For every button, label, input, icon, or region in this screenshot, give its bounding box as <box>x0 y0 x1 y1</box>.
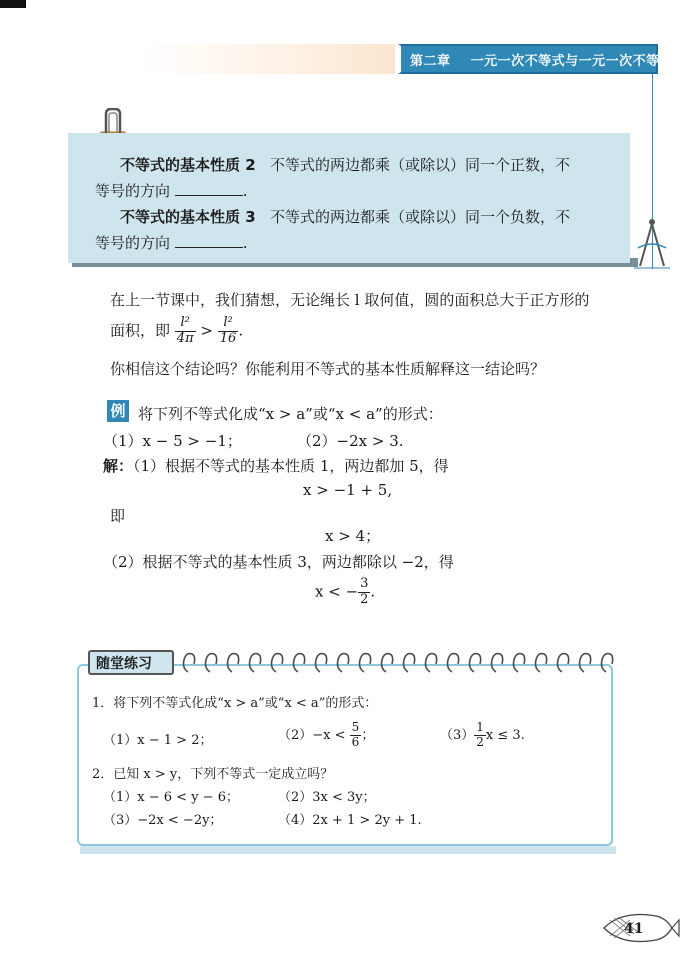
period: . <box>242 182 248 200</box>
fraction-denominator: 2 <box>360 591 369 607</box>
q1-c-suffix: x ≤ 3. <box>485 727 525 743</box>
intro-line-2 <box>110 316 243 347</box>
example-item-1: （1）x − 5 > −1； <box>103 432 242 450</box>
exercise-q2-a: （1）x − 6 < y − 6； <box>103 790 239 805</box>
fraction-denominator: 2 <box>476 734 484 749</box>
semicolon: ； <box>361 727 375 743</box>
page-number: 41 <box>624 921 644 937</box>
fraction-numerator: l² <box>175 316 196 332</box>
equation-1: x > −1 + 5, <box>303 481 393 499</box>
intro-line-3: 你相信这个结论吗？你能利用不等式的基本性质解释这一结论吗？ <box>110 360 546 378</box>
example-badge: 例 <box>107 400 129 422</box>
property-2-cont <box>95 180 248 201</box>
exercise-q2-d: （4）2x + 1 > 2y + 1. <box>278 813 422 828</box>
property-2-line <box>120 154 570 175</box>
exercise-q2: 2．已知 x > y，下列不等式一定成立吗？ <box>92 767 334 782</box>
solution-label: 解： <box>103 457 134 475</box>
intro-prefix: 面积，即 <box>110 321 171 340</box>
spiral-binding-icon <box>180 646 620 676</box>
example-item-2: （2）−2x > 3. <box>297 432 404 450</box>
property-3-label: 不等式的基本性质 3 <box>120 208 256 226</box>
fraction-denominator: 16 <box>219 330 237 346</box>
solution-line-1 <box>103 455 449 476</box>
exercise-q2-b: （2）3x < 3y； <box>278 790 376 805</box>
fraction <box>350 721 362 750</box>
property-2-cont-text: 等号的方向 <box>95 182 171 200</box>
chapter-header <box>410 50 687 69</box>
compass-icon <box>632 216 672 271</box>
exercise-q2-c: （3）−2x < −2y； <box>103 813 223 828</box>
solution-text: （1）根据不等式的基本性质 1，两边都加 5，得 <box>133 457 449 475</box>
fraction <box>175 316 196 347</box>
exercise-q1-a: （1）x − 1 > 2； <box>103 733 213 748</box>
period: . <box>242 234 248 252</box>
greater-than: > <box>200 321 213 340</box>
intro-line-1: 在上一节课中，我们猜想，无论绳长 l 取何值，圆的面积总大于正方形的 <box>110 291 590 309</box>
exercise-q1-b <box>278 721 374 750</box>
exercise-q1: 1．将下列不等式化成“x > a”或“x < a”的形式： <box>92 696 378 711</box>
corner-mark <box>0 0 26 8</box>
fraction-numerator: 5 <box>351 720 360 734</box>
exercise-q1-c <box>440 721 525 750</box>
exercise-title: 随堂练习 <box>96 656 152 672</box>
answer-blank[interactable] <box>175 181 243 196</box>
answer-blank[interactable] <box>175 233 243 248</box>
property-2-text: 不等式的两边都乘（或除以）同一个正数，不 <box>269 156 570 174</box>
property-3-cont-text: 等号的方向 <box>95 234 171 252</box>
fraction-numerator: 1 <box>476 720 484 734</box>
fraction-numerator: 3 <box>360 576 369 591</box>
equation-2: x > 4； <box>325 527 381 545</box>
equation-3-prefix: x < − <box>315 582 359 601</box>
fraction-denominator: 4π <box>176 330 194 346</box>
header-fade-bar <box>140 44 395 74</box>
fraction-denominator: 6 <box>351 734 360 749</box>
chapter-title: 一元一次不等式与一元一次不等式组 <box>470 54 687 69</box>
property-2-label: 不等式的基本性质 2 <box>120 156 256 174</box>
ji-word: 即 <box>110 507 126 525</box>
property-3-cont <box>95 232 248 253</box>
equation-3 <box>315 577 375 608</box>
fraction <box>358 577 370 608</box>
period: . <box>370 582 376 601</box>
exercise-box-shadow <box>80 846 616 854</box>
fraction-numerator: l² <box>218 316 239 332</box>
example-statement: 将下列不等式化成“x > a”或“x < a”的形式： <box>138 405 443 423</box>
property-3-line <box>120 206 570 227</box>
q1-b-prefix: （2）−x < <box>278 727 346 743</box>
solution-line-2: （2）根据不等式的基本性质 3，两边都除以 −2，得 <box>103 553 454 571</box>
q1-c-prefix: （3） <box>440 727 475 743</box>
property-3-text: 不等式的两边都乘（或除以）同一个负数，不 <box>269 208 570 226</box>
chapter-number: 第二章 <box>410 54 451 69</box>
period: . <box>238 321 244 340</box>
fraction <box>474 721 486 750</box>
fraction <box>218 316 239 347</box>
